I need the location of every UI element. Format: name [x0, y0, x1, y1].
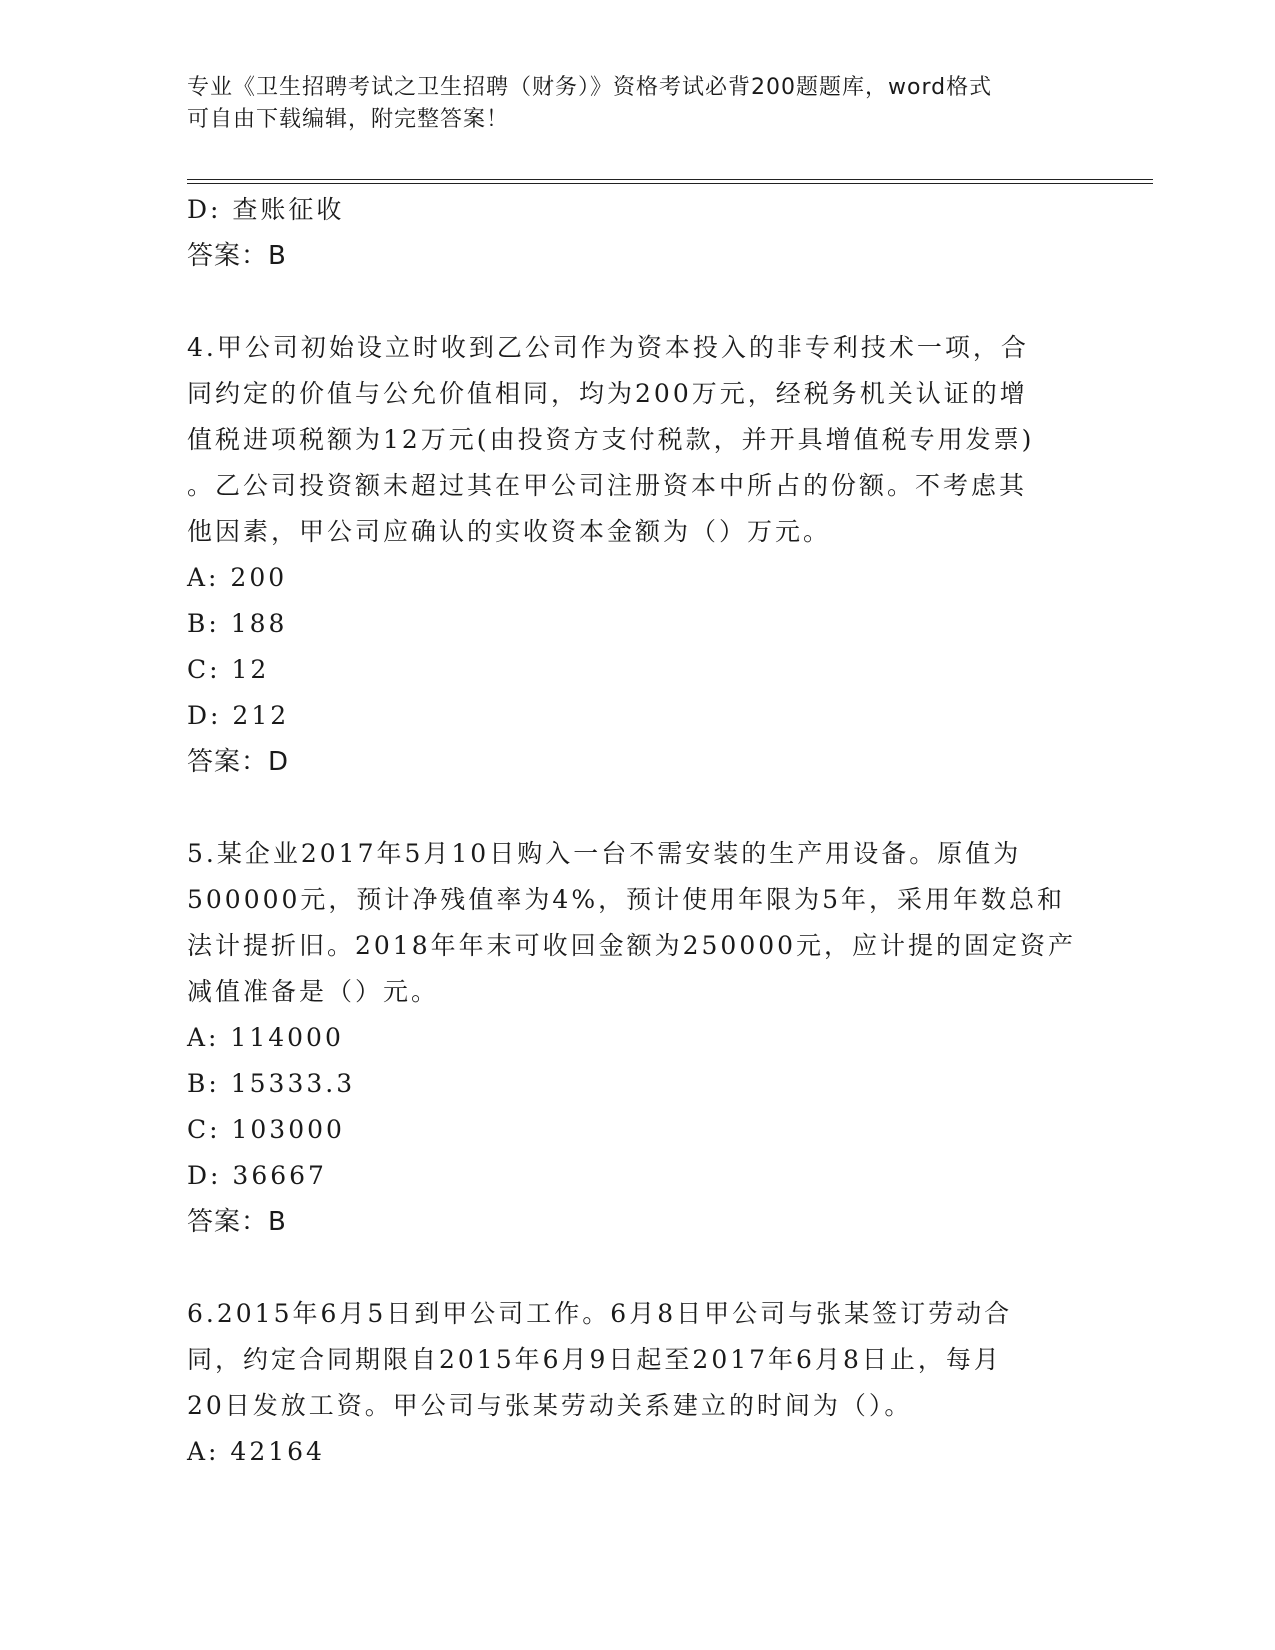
question-stem-line: 值税进项税额为12万元(由投资方支付税款，并开具增值税专用发票) — [187, 425, 1035, 454]
option-d: D: 212 — [187, 701, 290, 730]
option-a: A: 200 — [187, 563, 288, 592]
document-header — [187, 72, 1087, 136]
question-stem-line: 6.2015年6月5日到甲公司工作。6月8日甲公司与张某签订劳动合 — [187, 1299, 1013, 1328]
spacer — [187, 279, 1087, 325]
answer-line: 答案：D — [187, 747, 290, 777]
option-d: D: 查账征收 — [187, 195, 345, 224]
previous-question-tail — [187, 187, 1087, 279]
document-body — [187, 187, 1087, 1475]
question-stem-line: 5.某企业2017年5月10日购入一台不需安装的生产用设备。原值为 — [187, 839, 1022, 868]
header-divider-bottom — [187, 183, 1153, 184]
option-a: A: 42164 — [187, 1437, 325, 1466]
option-c: C: 103000 — [187, 1115, 345, 1144]
question-stem-line: 20日发放工资。甲公司与张某劳动关系建立的时间为（）。 — [187, 1391, 913, 1420]
question-stem-line: 法计提折旧。2018年年末可收回金额为250000元，应计提的固定资产 — [187, 931, 1077, 960]
option-d: D: 36667 — [187, 1161, 327, 1190]
question-5 — [187, 831, 1087, 1245]
question-stem-line: 。乙公司投资额未超过其在甲公司注册资本中所占的份额。不考虑其 — [187, 471, 1028, 500]
spacer — [187, 785, 1087, 831]
question-4 — [187, 325, 1087, 785]
option-a: A: 114000 — [187, 1023, 344, 1052]
answer-line: 答案：B — [187, 1207, 287, 1237]
answer-line: 答案：B — [187, 241, 287, 271]
header-title-line-1: 专业《卫生招聘考试之卫生招聘（财务）》资格考试必背200题题库，word格式 — [187, 75, 993, 100]
question-stem-line: 4.甲公司初始设立时收到乙公司作为资本投入的非专利技术一项，合 — [187, 333, 1029, 362]
option-c: C: 12 — [187, 655, 270, 684]
question-stem-line: 500000元，预计净残值率为4%，预计使用年限为5年，采用年数总和 — [187, 885, 1066, 914]
question-stem-line: 减值准备是（）元。 — [187, 977, 440, 1006]
question-stem-line: 同约定的价值与公允价值相同，均为200万元，经税务机关认证的增 — [187, 379, 1028, 408]
spacer — [187, 1245, 1087, 1291]
header-divider-top — [187, 179, 1153, 180]
option-b: B: 15333.3 — [187, 1069, 356, 1098]
question-stem-line: 同，约定合同期限自2015年6月9日起至2017年6月8日止，每月 — [187, 1345, 1002, 1374]
question-stem-line: 他因素，甲公司应确认的实收资本金额为（）万元。 — [187, 517, 832, 546]
header-title-line-2: 可自由下载编辑，附完整答案！ — [187, 107, 510, 132]
question-6 — [187, 1291, 1087, 1475]
option-b: B: 188 — [187, 609, 288, 638]
